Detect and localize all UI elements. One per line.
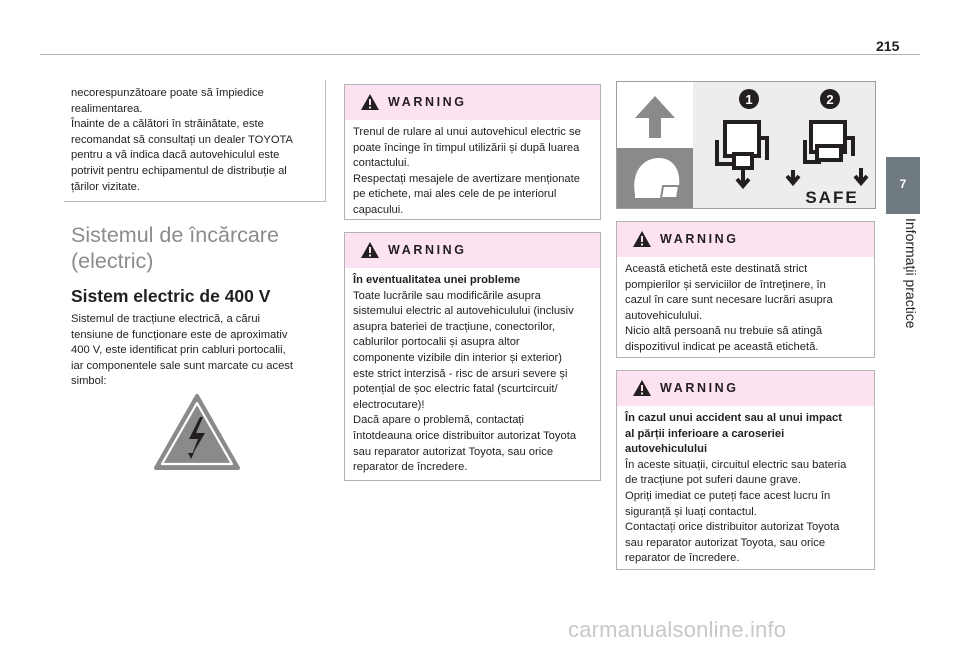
warning-triangle-icon xyxy=(632,230,652,248)
watermark: carmanualsonline.info xyxy=(568,617,787,642)
warning-header xyxy=(617,222,874,257)
warning-body: Această etichetă este destinată strict pompierilor și serviciilor de întreținere, în cazul în care sunt necesare lucrări asupra autovehiculului. Nicio altă persoană nu trebuie să atingă dispozitivul indicat pe această etichetă. xyxy=(625,263,833,353)
warning-box xyxy=(616,370,875,570)
warning-triangle-icon xyxy=(632,379,652,397)
warning-label: WARNING xyxy=(660,232,739,246)
warning-box xyxy=(616,221,875,358)
warning-content xyxy=(353,273,594,476)
marker-2-icon xyxy=(820,89,840,109)
marker-2-label: 2 xyxy=(826,92,834,107)
warning-label: WARNING xyxy=(388,243,467,257)
marker-1-icon xyxy=(739,89,759,109)
safety-label-image xyxy=(616,81,876,209)
chapter-number: 7 xyxy=(899,177,907,191)
marker-1-label: 1 xyxy=(745,92,753,107)
warning-body: Toate lucrările sau modificările asupra sistemului electric al autovehiculului (inclusiv asupra bateriei de tracțiune, conectorilor, cablurilor portocalii și asupra altor componente vizibile din interior și exterior) este strict interzisă - risc de arsuri severe și potențial de șoc electric fatal (scurtcircuit/ electrocutare)! Dacă apare o problemă, contactați întotdeauna orice distribuitor autorizat Toyota sau reparator autorizat Toyota, sau orice reparator de încredere. xyxy=(353,289,577,474)
safe-text: SAFE xyxy=(805,188,859,207)
continued-text: necorespunzătoare poate să împiedice realimentarea. Înainte de a călători în străinătate, este recomandat să consultați un dealer TOYOTA pentru a vă indica dacă autovehiculul este potrivit pentru echipamentul de distribuție al țărilor vizitate. xyxy=(71,87,294,193)
warning-triangle-icon xyxy=(360,93,380,111)
warning-header xyxy=(345,85,600,120)
subsection-title: Sistem electric de 400 V xyxy=(71,286,271,306)
warning-header xyxy=(345,233,600,268)
section-title: Sistemul de încărcare (electric) xyxy=(71,223,279,273)
warning-content xyxy=(625,411,868,567)
warning-triangle-icon xyxy=(360,241,380,259)
warning-body: În aceste situații, circuitul electric sau bateria de tracțiune pot suferi daune grave. Opriți imediat ce puteți face acest lucru în siguranță și luați contactul. Contactați orice distribuitor autorizat Toyota sau reparator autorizat Toyota, sau orice reparator de încredere. xyxy=(625,458,847,565)
warning-label: WARNING xyxy=(388,95,467,109)
warning-header xyxy=(617,371,874,406)
warning-body: Trenul de rulare al unui autovehicul electric se poate încinge în timpul utilizării și după luarea contactului. Respectați mesajele de avertizare menționate pe etichete, mai ales cele de pe interiorul capacului. xyxy=(353,126,581,216)
high-voltage-warning-icon xyxy=(153,393,241,471)
warning-heading: În eventualitatea unei probleme xyxy=(353,274,521,286)
chapter-title: Informații practice xyxy=(903,218,919,329)
warning-label: WARNING xyxy=(660,381,739,395)
warning-box xyxy=(344,84,601,220)
warning-box xyxy=(344,232,601,481)
intro-paragraph: Sistemul de tracțiune electrică, a cărui tensiune de funcționare este de aproximativ 400 V, este identificat prin cabluri portocalii, iar componentele sale sunt marcate cu acest simbol: xyxy=(71,313,294,388)
page-number: 215 xyxy=(876,38,900,54)
header-rule xyxy=(40,54,920,55)
warning-heading: În cazul unui accident sau al unui impact al părții inferioare a caroseriei autovehiculului xyxy=(625,412,842,456)
